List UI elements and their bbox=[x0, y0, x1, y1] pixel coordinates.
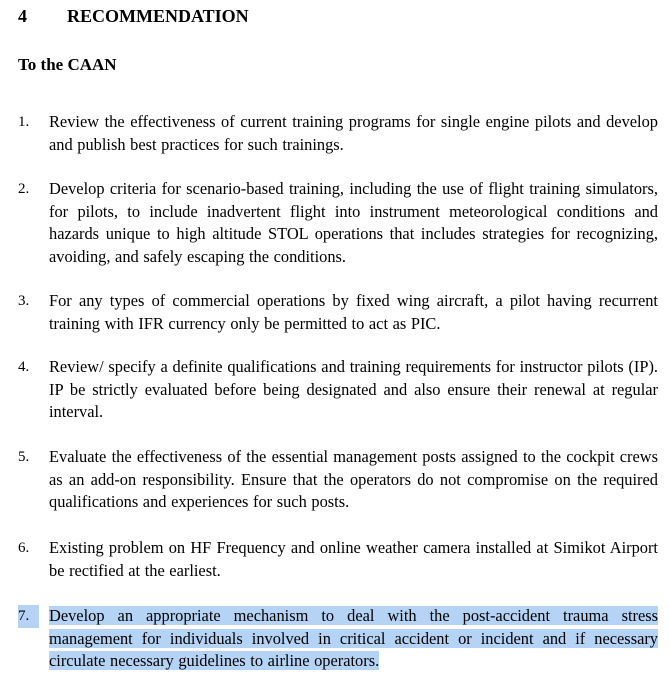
item-text: For any types of commercial operations by fixed wing aircraft, a pilot having recurrent training with IFR currency only be permitted to act as PIC. bbox=[49, 291, 658, 333]
recommendation-item-2 bbox=[18, 178, 658, 268]
item-text[interactable]: Develop an appropriate mechanism to deal with the post-accident trauma stress management for individuals involved in critical accident or incident and if necessary circulate necessary guidelines to airline operators. bbox=[49, 606, 658, 670]
recommendation-item-4 bbox=[18, 356, 658, 424]
item-number: 6. bbox=[18, 540, 30, 556]
item-text: Existing problem on HF Frequency and online weather camera installed at Simikot Airport be rectified at the earliest. bbox=[49, 538, 658, 580]
item-number: 1. bbox=[18, 114, 30, 130]
item-text: Review the effectiveness of current training programs for single engine pilots and develop and publish best practices for such trainings. bbox=[49, 112, 658, 154]
item-number: 4. bbox=[18, 359, 30, 375]
section-heading bbox=[18, 5, 249, 27]
recommendation-item-3 bbox=[18, 290, 658, 335]
item-text: Review/ specify a definite qualifications and training requirements for instructor pilots (IP). IP be strictly evaluated before being designated and also ensure their renewal at regular interval. bbox=[49, 357, 658, 421]
item-number: 7. bbox=[18, 605, 39, 628]
item-number: 3. bbox=[18, 293, 30, 309]
recommendation-item-5 bbox=[18, 446, 658, 514]
item-number: 2. bbox=[18, 181, 30, 197]
item-text: Evaluate the effectiveness of the essential management posts assigned to the cockpit crews as an add-on responsibility. Ensure that the operators do not compromise on the required qualifications and experiences for such posts. bbox=[49, 447, 658, 511]
section-title: RECOMMENDATION bbox=[67, 6, 249, 26]
item-number: 5. bbox=[18, 449, 30, 465]
item-text: Develop criteria for scenario-based training, including the use of flight training simulators, for pilots, to include inadvertent flight into instrument meteorological conditions and hazards unique to high altitude STOL operations that includes strategies for recognizing, avoiding, and safely escaping the conditions. bbox=[49, 179, 658, 266]
item-text-wrapper bbox=[49, 605, 658, 673]
section-number: 4 bbox=[18, 6, 27, 26]
recommendation-item-6 bbox=[18, 537, 658, 582]
subheading-to-the-caan: To the CAAN bbox=[18, 55, 117, 74]
recommendation-item-1 bbox=[18, 111, 658, 156]
recommendation-item-7[interactable] bbox=[18, 605, 658, 673]
